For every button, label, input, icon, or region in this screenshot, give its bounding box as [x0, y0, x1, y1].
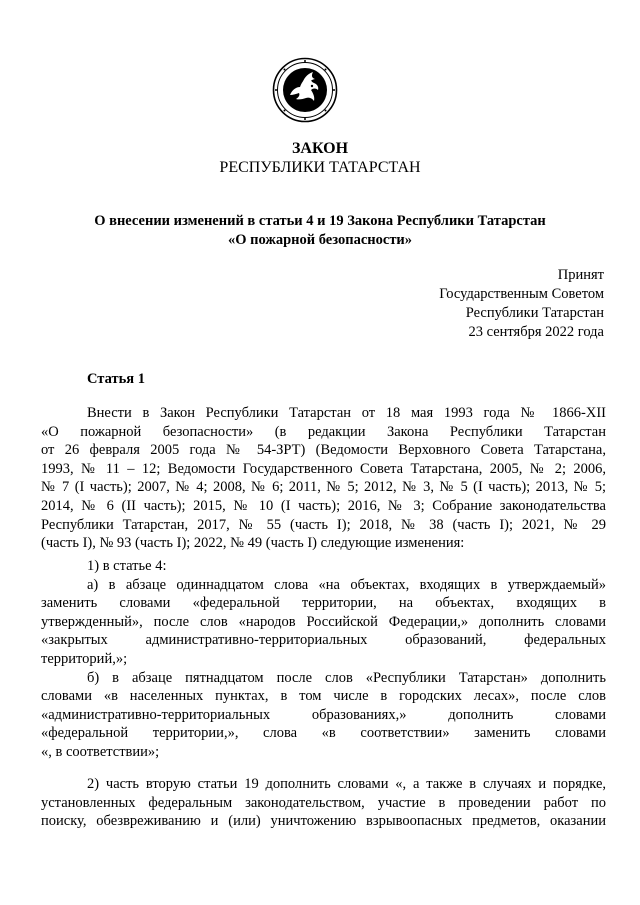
law-subject-line: «О пожарной безопасности» [227, 232, 413, 248]
adoption-line: Республики Татарстан [465, 305, 604, 321]
text-line: б) в абзаце пятнадцатом после слов «Республики Татарстан» дополнить [87, 669, 606, 686]
text-line: № 7 (I часть); 2007, № 4; 2008, № 6; 2011, № 5; 2012, № 3, № 5 (I часть); 2013, № 5; [41, 479, 606, 496]
text-line: установленных федеральным законодательством, участие в проведении работ по [41, 794, 606, 811]
text-line: словами «в населенных пунктах, в том числе в городских лесах», после слов [41, 688, 606, 705]
text-line: Республики Татарстан, 2017, № 55 (часть I); 2018, № 38 (часть I); 2021, № 29 [41, 516, 606, 533]
text-line: территорий,»; [41, 650, 128, 667]
adoption-date: 23 сентября 2022 года [468, 324, 604, 340]
article-item-2 [41, 775, 606, 831]
text-line: Внести в Закон Республики Татарстан от 18 мая 1993 года № 1866-XII [87, 405, 606, 421]
text-line: «О пожарной безопасности» (в редакции Закона Республики Татарстан [41, 423, 606, 440]
text-line: поиску, обезвреживанию и (или) уничтожению взрывоопасных предметов, оказании [41, 813, 606, 830]
text-line: «административно-территориальных образованиях,» дополнить словами [41, 706, 606, 723]
republic-title: РЕСПУБЛИКИ ТАТАРСТАН [219, 159, 421, 176]
text-line: от 26 февраля 2005 года № 54-ЗРТ) (Ведомости Верховного Совета Татарстана, [41, 442, 606, 459]
text-line: «закрытых административно-территориальных образований, федеральных [41, 632, 606, 649]
text-line: утвержденный», после слов «народов Российской Федерации,» дополнить словами [41, 613, 606, 630]
article-intro-paragraph [41, 404, 606, 553]
text-line: 2014, № 6 (II часть); 2015, № 10 (I часть); 2016, № 3; Собрание законодательства [41, 497, 606, 514]
adoption-block [439, 266, 604, 342]
article-item-1 [41, 557, 606, 762]
text-line: «федеральной территории,», слова «в соответствии» заменить словами [41, 725, 606, 742]
adoption-line: Государственным Советом [439, 286, 604, 302]
law-subject-line: О внесении изменений в статьи 4 и 19 Закона Республики Татарстан [94, 213, 546, 229]
text-line: заменить словами «федеральной территории, на объектах, входящих в [41, 595, 606, 612]
text-line: 1993, № 11 – 12; Ведомости Государственного Совета Татарстана, 2005, № 2; 2006, [41, 460, 606, 477]
text-line: «, в соответствии»; [41, 743, 160, 760]
adoption-line: Принят [557, 267, 604, 283]
tatarstan-coat-of-arms-icon [272, 57, 338, 123]
text-line: 2) часть вторую статьи 19 дополнить словами «, а также в случаях и порядке, [87, 776, 606, 792]
article-heading: Статья 1 [87, 371, 145, 387]
law-subject [40, 212, 600, 250]
text-line: 1) в статье 4: [87, 558, 167, 574]
law-title: ЗАКОН [291, 140, 349, 157]
text-line: а) в абзаце одиннадцатом слова «на объектах, входящих в утверждаемый» [87, 576, 606, 593]
text-line: (часть I), № 93 (часть I); 2022, № 49 (часть I) следующие изменения: [41, 535, 465, 552]
